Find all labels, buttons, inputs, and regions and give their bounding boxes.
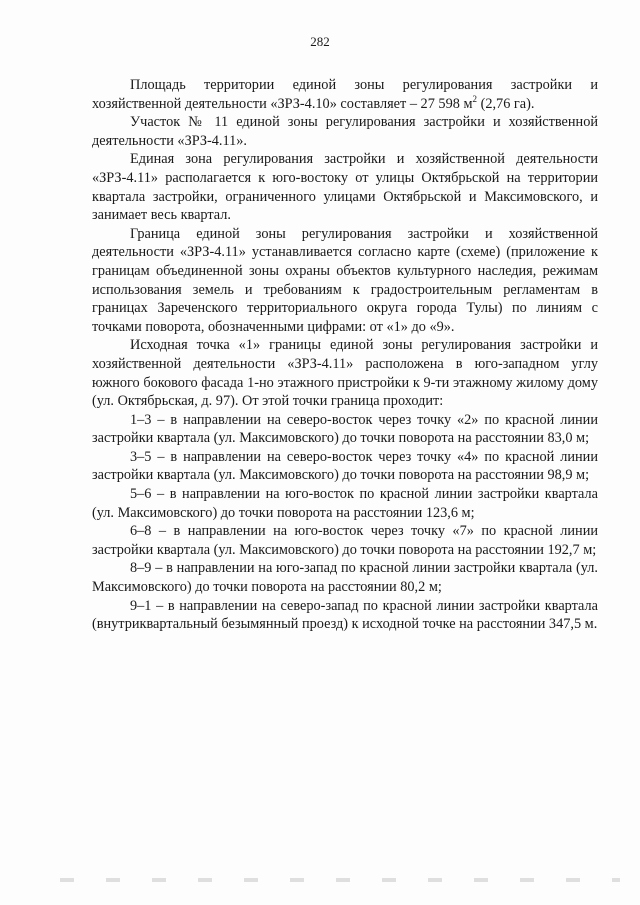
paragraph-section-heading: Участок № 11 единой зоны регулирования застройки и хозяйственной деятельности «ЗРЗ-4.11». — [92, 114, 598, 149]
boundary-segment-8-9: 8–9 – в направлении на юго-запад по красной линии застройки квартала (ул. Максимовского) до точки поворота на расстоянии 80,2 м; — [92, 560, 598, 596]
boundary-segment-9-1: 9–1 – в направлении на северо-запад по красной линии застройки квартала (внутриквартальный безымянный проезд) к исходной точке на расстоянии 347,5 м. — [92, 597, 598, 633]
boundary-segment-6-8: 6–8 – в направлении на юго-восток через точку «7» по красной линии застройки квартала (ул. Максимовского) до точки поворота на расстоянии 192,7 м; — [92, 523, 598, 558]
boundary-segment-1-3: 1–3 – в направлении на северо-восток через точку «2» по красной линии застройки квартала (ул. Максимовского) до точки поворота на расстоянии 83,0 м; — [92, 411, 598, 447]
paragraph-origin-point: Исходная точка «1» границы единой зоны регулирования застройки и хозяйственной деятельности «ЗРЗ-4.11» расположена в юго-западном углу южного бокового фасада 1-но этажного пристройки к 9-ти этажному жилому дому (ул. Октябрьская, д. 97). От этой точки граница проходит: — [92, 337, 598, 410]
boundary-segment-5-6: 5–6 – в направлении на юго-восток по красной линии застройки квартала (ул. Максимовского) до точки поворота на расстоянии 123,6 м; — [92, 486, 598, 521]
superscript: 2 — [472, 93, 477, 104]
boundary-segment-3-5: 3–5 – в направлении на северо-восток через точку «4» по красной линии застройки квартала (ул. Максимовского) до точки поворота на расстоянии 98,9 м; — [92, 448, 598, 484]
document-body — [92, 76, 598, 634]
paragraph-boundary: Граница единой зоны регулирования застройки и хозяйственной деятельности «ЗРЗ-4.11» устанавливается согласно карте (схеме) (приложение к границам объединенной зоны охраны объектов культурного наследия, режимам использования земель и требованиям к градостроительным регламентам в границах Зареченского территориального округа города Тулы) по линиям с точками поворота, обозначенными цифрами: от «1» до «9». — [92, 225, 598, 335]
paragraph-area: Площадь территории единой зоны регулирования застройки и хозяйственной деятельности «ЗРЗ-4.10» составляет – 27 598 $м^2$ (2,76 га). — [92, 77, 598, 112]
scan-artifact-line — [60, 878, 620, 882]
paragraph-location: Единая зона регулирования застройки и хозяйственной деятельности «ЗРЗ-4.11» располагается к юго-востоку от улицы Октябрьской на территории квартала застройки, ограниченного улицами Октябрьской и Максимовского, и занимает весь квартал. — [92, 151, 598, 224]
page-number: 282 — [310, 34, 330, 49]
